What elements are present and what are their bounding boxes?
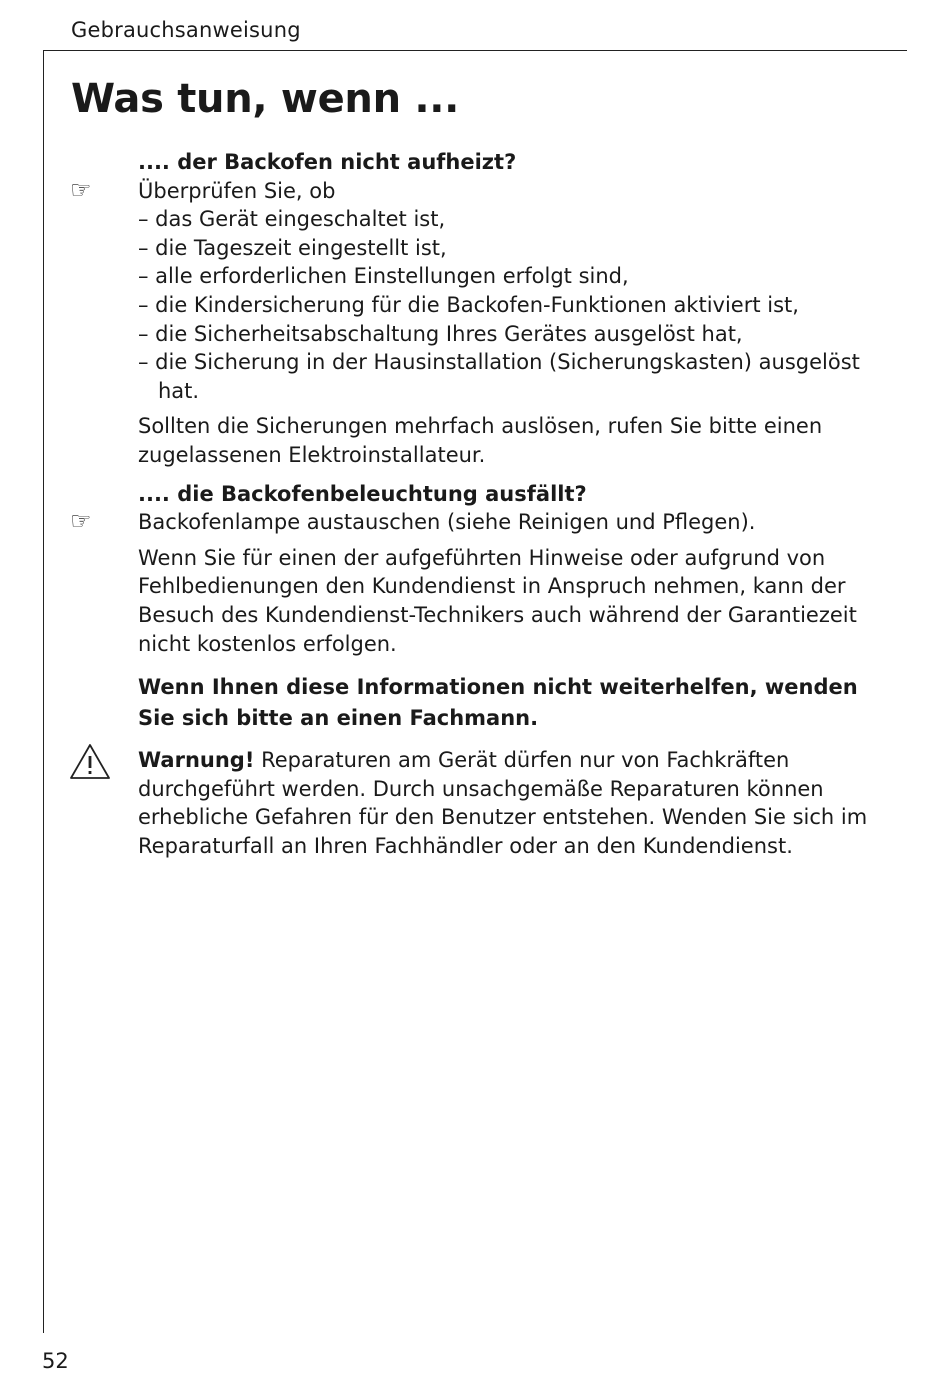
side-rule xyxy=(43,50,44,1333)
check-intro-text: Überprüfen Sie, ob xyxy=(138,178,336,203)
warning-triangle-icon xyxy=(68,742,112,782)
warning-title: Warnung! xyxy=(138,748,255,773)
list-item: – die Sicherheitsabschaltung Ihres Gerätes ausgelöst hat, xyxy=(138,321,743,346)
lamp-instruction-text: Backofenlampe austauschen (siehe Reinigen und Pflegen). xyxy=(138,510,756,535)
list-item: – alle erforderlichen Einstellungen erfolgt sind, xyxy=(138,264,629,289)
question-heating: .... der Backofen nicht aufheizt? xyxy=(138,150,517,174)
check-intro xyxy=(70,175,898,206)
page-number: 52 xyxy=(42,1349,69,1373)
list-item: – die Sicherung in der Hausinstallation (Sicherungskasten) ausgelöst hat. xyxy=(138,350,860,403)
warning-block xyxy=(138,746,898,860)
service-cost-note: Wenn Sie für einen der aufgeführten Hinweise oder aufgrund von Fehlbedienungen den Kundendienst in Anspruch nehmen, kann der Besuch des Kundendienst-Technikers auch während der Garantiezeit nicht kostenlos erfolgen. xyxy=(138,545,857,656)
page-title: Was tun, wenn ... xyxy=(71,76,460,122)
lamp-instruction xyxy=(70,507,898,537)
main-content xyxy=(70,148,898,860)
hand-pointer-icon: ☞ xyxy=(70,175,92,204)
running-header: Gebrauchsanweisung xyxy=(71,18,301,42)
warning-text: Reparaturen am Gerät dürfen nur von Fachkräften durchgeführt werden. Durch unsachgemäße Reparaturen können erhebliche Gefahren für den Benutzer entstehen. Wenden Sie sich im Reparaturfall an Ihren Fachhändler oder an den Kundendienst. xyxy=(138,748,868,858)
hand-pointer-icon: ☞ xyxy=(70,507,92,536)
list-item: – die Tageszeit eingestellt ist, xyxy=(138,235,447,260)
list-item: – das Gerät eingeschaltet ist, xyxy=(138,207,446,232)
header-rule xyxy=(43,50,907,51)
help-note: Wenn Ihnen diese Informationen nicht weiterhelfen, wenden Sie sich bitte an einen Fachmann. xyxy=(138,675,858,731)
fuse-note: Sollten die Sicherungen mehrfach auslösen, rufen Sie bitte einen zugelassenen Elektroinstallateur. xyxy=(138,414,823,467)
list-item: – die Kindersicherung für die Backofen-Funktionen aktiviert ist, xyxy=(138,292,799,317)
question-lighting: .... die Backofenbeleuchtung ausfällt? xyxy=(138,481,587,506)
